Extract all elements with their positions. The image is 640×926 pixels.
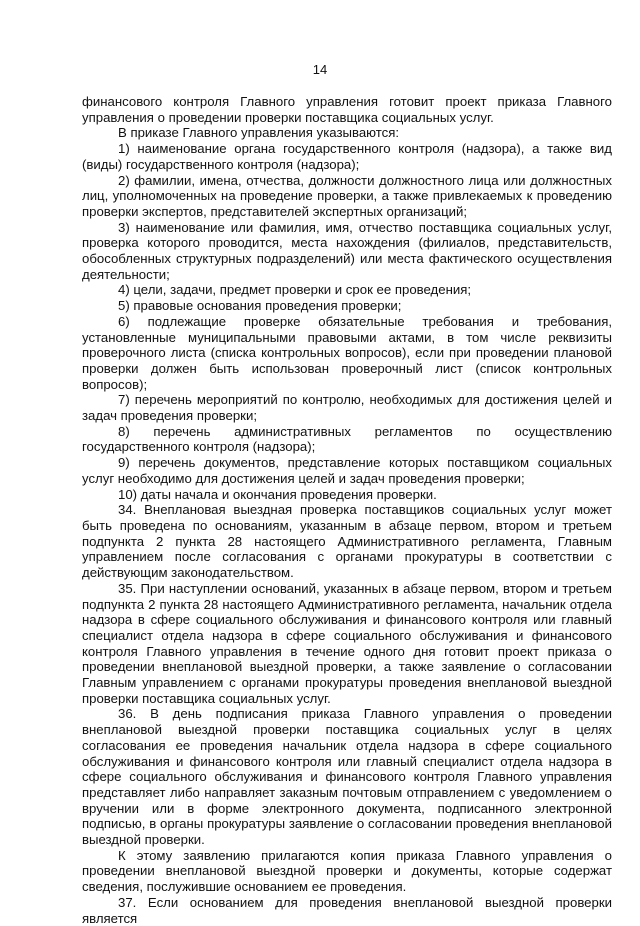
clause-35: 35. При наступлении оснований, указанных в абзаце первом, втором и третьем подпункта 2 пункта 28 настоящего Административного регламента, начальник отдела надзора в сфере социального обслуживания и финансового контроля или главный специалист отдела надзора в сфере социального обслуживания и финансового контроля Главного управления в течение одного дня готовит проект приказа о проведении внеплановой выездной проверки, а также заявление о согласовании Главным управлением с органами прокуратуры проведения внеплановой выездной проверки поставщика социальных услуг. [82, 580, 612, 706]
clause-37: 37. Если основанием для проведения внеплановой выездной проверки является [82, 894, 612, 926]
paragraph: В приказе Главного управления указываются: [118, 125, 400, 141]
list-item: 2) фамилии, имена, отчества, должности должностного лица или должностных лиц, уполномоченных на проведение проверки, а также привлекаемых к проведению проверки экспертов, представителей экспертных организаций; [82, 172, 612, 219]
list-item: 3) наименование или фамилия, имя, отчество поставщика социальных услуг, проверка которого проводится, места нахождения (филиалов, представительств, обособленных структурных подразделений) или места фактического осуществления деятельности; [82, 219, 612, 282]
document-body [82, 94, 612, 926]
page-number: 14 [312, 62, 328, 77]
paragraph: К этому заявлению прилагаются копия приказа Главного управления о проведении внеплановой выездной проверки и документы, которые содержат сведения, послужившие основанием ее проведения. [82, 847, 612, 895]
list-item: 9) перечень документов, представление которых поставщиком социальных услуг необходимо для достижения целей и задач проведения проверки; [82, 455, 612, 486]
paragraph: финансового контроля Главного управления готовит проект приказа Главного управления о проведении проверки поставщика социальных услуг. [82, 94, 612, 125]
list-item: 5) правовые основания проведения проверки; [118, 298, 402, 314]
clause-34: 34. Внеплановая выездная проверка поставщиков социальных услуг может быть проведена по основаниям, указанным в абзаце первом, втором и третьем подпункта 2 пункта 28 настоящего Административного регламента, Главным управлением после согласования с органами прокуратуры в соответствии с действующим законодательством. [82, 502, 612, 581]
list-item: 1) наименование органа государственного контроля (надзора), а также вид (виды) государственного контроля (надзора); [82, 141, 612, 172]
list-item: 7) перечень мероприятий по контролю, необходимых для достижения целей и задач проведения проверки; [82, 392, 612, 424]
list-item: 4) цели, задачи, предмет проверки и срок ее проведения; [118, 282, 472, 298]
list-item: 8) перечень административных регламентов по осуществлению государственного контроля (надзора); [82, 423, 612, 455]
list-item: 10) даты начала и окончания проведения проверки. [118, 486, 437, 502]
list-item: 6) подлежащие проверке обязательные требования и требования, установленные муниципальными правовыми актами, в том числе реквизиты проверочного листа (списка контрольных вопросов), если при проведении плановой проверки должен быть использован проверочный лист (список контрольных вопросов); [82, 313, 612, 392]
clause-36: 36. В день подписания приказа Главного управления о проведении внеплановой выездной проверки поставщика социальных услуг в целях согласования ее проведения начальник отдела надзора в сфере социального обслуживания и финансового контроля или главный специалист отдела надзора в сфере социального обслуживания и финансового контроля Главного управления представляет либо направляет заказным почтовым отправлением с уведомлением о вручении или в форме электронного документа, подписанного электронной подписью, в органы прокуратуры заявление о согласовании проведения внеплановой выездной проверки. [82, 706, 612, 848]
